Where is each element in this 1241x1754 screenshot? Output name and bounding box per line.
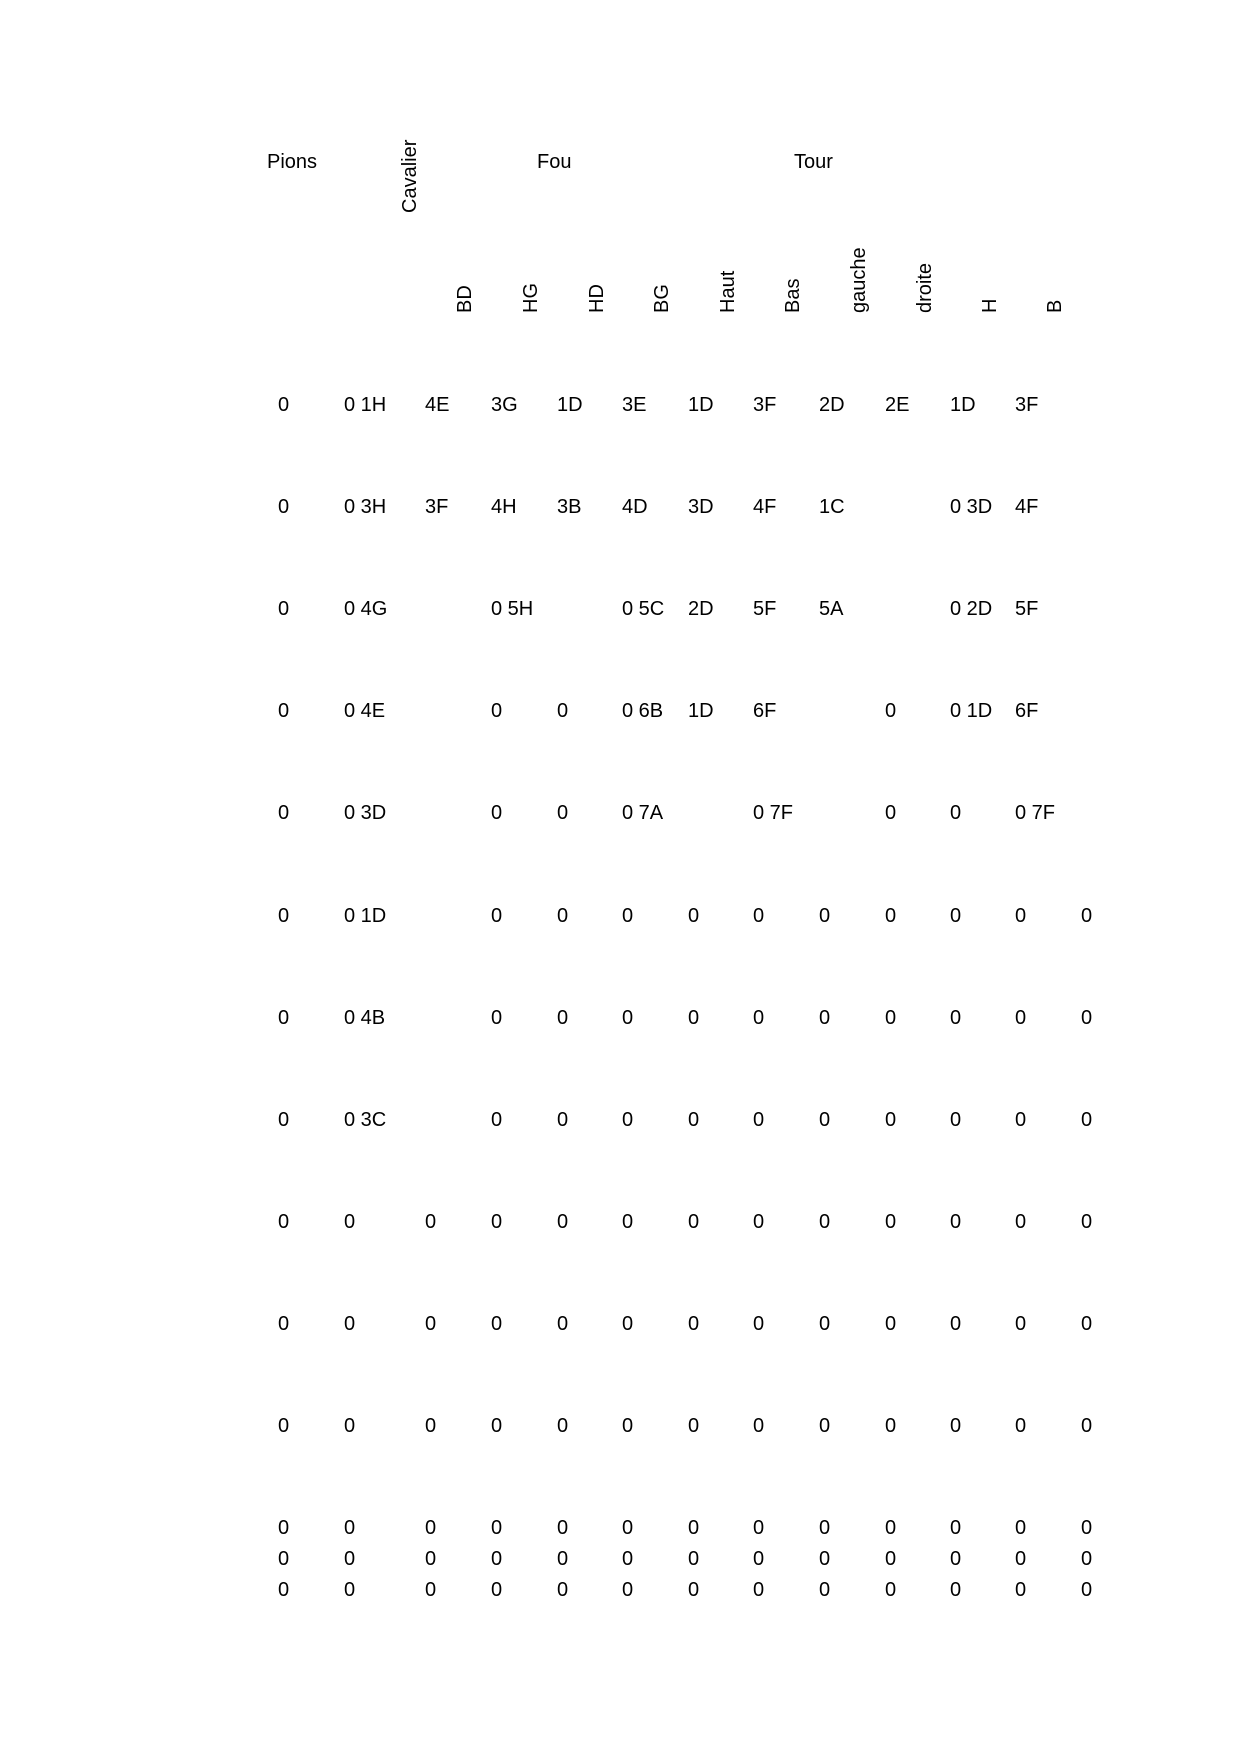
cell-r10-c10: 0 <box>885 1313 897 1335</box>
cell-r12-c2: 0 <box>344 1517 356 1539</box>
cell-r8-c5: 0 <box>557 1109 569 1131</box>
cell-r6-c5: 0 <box>557 905 569 927</box>
cell-r8-c4: 0 <box>491 1109 503 1131</box>
cell-r14-c13: 0 <box>1081 1579 1093 1601</box>
cell-r7-c1: 0 <box>278 1007 290 1029</box>
cell-r10-c5: 0 <box>557 1313 569 1335</box>
cell-r6-c4: 0 <box>491 905 503 927</box>
subheader-droite: droite <box>914 262 936 313</box>
cell-r14-c8: 0 <box>753 1579 765 1601</box>
cell-r1-c12: 3F <box>1015 394 1039 416</box>
cell-r4-c1: 0 <box>278 700 290 722</box>
cell-r2-c11: 0 3D <box>950 496 993 518</box>
cell-r7-c12: 0 <box>1015 1007 1027 1029</box>
cell-r9-c8: 0 <box>753 1211 765 1233</box>
cell-r11-c6: 0 <box>622 1415 634 1437</box>
cell-r5-c4: 0 <box>491 802 503 824</box>
cell-r3-c11: 0 2D <box>950 598 993 620</box>
cell-r8-c6: 0 <box>622 1109 634 1131</box>
cell-r4-c2: 0 4E <box>344 700 386 722</box>
cell-r12-c5: 0 <box>557 1517 569 1539</box>
subheader-b: B <box>1044 299 1066 313</box>
cell-r12-c7: 0 <box>688 1517 700 1539</box>
cell-r13-c7: 0 <box>688 1548 700 1570</box>
cell-r13-c8: 0 <box>753 1548 765 1570</box>
cell-r12-c9: 0 <box>819 1517 831 1539</box>
cell-r12-c4: 0 <box>491 1517 503 1539</box>
cell-r8-c2: 0 3C <box>344 1109 387 1131</box>
cell-r11-c8: 0 <box>753 1415 765 1437</box>
cell-r11-c11: 0 <box>950 1415 962 1437</box>
cell-r13-c12: 0 <box>1015 1548 1027 1570</box>
cell-r4-c4: 0 <box>491 700 503 722</box>
cell-r2-c8: 4F <box>753 496 777 518</box>
cell-r12-c11: 0 <box>950 1517 962 1539</box>
cell-r6-c7: 0 <box>688 905 700 927</box>
cell-r4-c6: 0 6B <box>622 700 664 722</box>
cell-r6-c6: 0 <box>622 905 634 927</box>
cell-r1-c2: 0 1H <box>344 394 387 416</box>
cell-r8-c11: 0 <box>950 1109 962 1131</box>
cell-r4-c8: 6F <box>753 700 777 722</box>
cell-r11-c4: 0 <box>491 1415 503 1437</box>
cell-r10-c11: 0 <box>950 1313 962 1335</box>
cell-r14-c12: 0 <box>1015 1579 1027 1601</box>
cell-r5-c8: 0 7F <box>753 802 794 824</box>
subheader-h: H <box>979 298 1001 313</box>
cell-r12-c8: 0 <box>753 1517 765 1539</box>
cell-r5-c1: 0 <box>278 802 290 824</box>
cell-r13-c9: 0 <box>819 1548 831 1570</box>
cell-r14-c4: 0 <box>491 1579 503 1601</box>
cell-r12-c6: 0 <box>622 1517 634 1539</box>
cell-r2-c9: 1C <box>819 496 845 518</box>
cell-r2-c2: 0 3H <box>344 496 387 518</box>
cell-r7-c5: 0 <box>557 1007 569 1029</box>
cell-r9-c11: 0 <box>950 1211 962 1233</box>
cell-r13-c6: 0 <box>622 1548 634 1570</box>
cell-r14-c10: 0 <box>885 1579 897 1601</box>
cell-r14-c7: 0 <box>688 1579 700 1601</box>
cell-r9-c2: 0 <box>344 1211 356 1233</box>
cell-r10-c12: 0 <box>1015 1313 1027 1335</box>
header-pions: Pions <box>267 151 318 173</box>
cell-r13-c2: 0 <box>344 1548 356 1570</box>
cell-r14-c6: 0 <box>622 1579 634 1601</box>
cell-r8-c9: 0 <box>819 1109 831 1131</box>
cell-r11-c2: 0 <box>344 1415 356 1437</box>
cell-r8-c13: 0 <box>1081 1109 1093 1131</box>
cell-r14-c11: 0 <box>950 1579 962 1601</box>
cell-r6-c8: 0 <box>753 905 765 927</box>
cell-r6-c10: 0 <box>885 905 897 927</box>
cell-r11-c13: 0 <box>1081 1415 1093 1437</box>
cell-r11-c9: 0 <box>819 1415 831 1437</box>
cell-r3-c2: 0 4G <box>344 598 388 620</box>
cell-r13-c1: 0 <box>278 1548 290 1570</box>
cell-r8-c12: 0 <box>1015 1109 1027 1131</box>
cell-r6-c1: 0 <box>278 905 290 927</box>
cell-r9-c4: 0 <box>491 1211 503 1233</box>
cell-r1-c1: 0 <box>278 394 290 416</box>
cell-r7-c2: 0 4B <box>344 1007 386 1029</box>
cell-r5-c5: 0 <box>557 802 569 824</box>
cell-r3-c4: 0 5H <box>491 598 534 620</box>
cell-r1-c11: 1D <box>950 394 976 416</box>
subheader-bd: BD <box>454 285 476 313</box>
cell-r10-c3: 0 <box>425 1313 437 1335</box>
cell-r3-c1: 0 <box>278 598 290 620</box>
cell-r8-c8: 0 <box>753 1109 765 1131</box>
cell-r3-c12: 5F <box>1015 598 1039 620</box>
cell-r10-c13: 0 <box>1081 1313 1093 1335</box>
cell-r1-c7: 1D <box>688 394 714 416</box>
cell-r4-c12: 6F <box>1015 700 1039 722</box>
cell-r10-c2: 0 <box>344 1313 356 1335</box>
cell-r9-c5: 0 <box>557 1211 569 1233</box>
cell-r10-c4: 0 <box>491 1313 503 1335</box>
cell-r7-c8: 0 <box>753 1007 765 1029</box>
cell-r11-c3: 0 <box>425 1415 437 1437</box>
subheader-bas: Bas <box>782 278 804 313</box>
cell-r3-c9: 5A <box>819 598 844 620</box>
cell-r9-c3: 0 <box>425 1211 437 1233</box>
cell-r12-c1: 0 <box>278 1517 290 1539</box>
cell-r7-c13: 0 <box>1081 1007 1093 1029</box>
cell-r10-c7: 0 <box>688 1313 700 1335</box>
cell-r12-c3: 0 <box>425 1517 437 1539</box>
cell-r11-c7: 0 <box>688 1415 700 1437</box>
cell-r6-c11: 0 <box>950 905 962 927</box>
cell-r2-c12: 4F <box>1015 496 1039 518</box>
cell-r12-c13: 0 <box>1081 1517 1093 1539</box>
cell-r14-c3: 0 <box>425 1579 437 1601</box>
cell-r7-c7: 0 <box>688 1007 700 1029</box>
subheader-gauche: gauche <box>848 247 870 313</box>
cell-r2-c6: 4D <box>622 496 648 518</box>
cell-r12-c12: 0 <box>1015 1517 1027 1539</box>
cell-r2-c5: 3B <box>557 496 582 518</box>
cell-r10-c6: 0 <box>622 1313 634 1335</box>
cell-r7-c11: 0 <box>950 1007 962 1029</box>
cell-r8-c10: 0 <box>885 1109 897 1131</box>
cell-r1-c3: 4E <box>425 394 450 416</box>
cell-r9-c1: 0 <box>278 1211 290 1233</box>
cell-r9-c9: 0 <box>819 1211 831 1233</box>
cell-r9-c13: 0 <box>1081 1211 1093 1233</box>
cell-r7-c10: 0 <box>885 1007 897 1029</box>
cell-r8-c7: 0 <box>688 1109 700 1131</box>
cell-r2-c1: 0 <box>278 496 290 518</box>
cell-r5-c12: 0 7F <box>1015 802 1056 824</box>
cell-r6-c2: 0 1D <box>344 905 387 927</box>
cell-r6-c13: 0 <box>1081 905 1093 927</box>
cell-r7-c9: 0 <box>819 1007 831 1029</box>
cell-r13-c10: 0 <box>885 1548 897 1570</box>
cell-r14-c5: 0 <box>557 1579 569 1601</box>
subheader-bg: BG <box>651 284 673 313</box>
cell-r13-c5: 0 <box>557 1548 569 1570</box>
cell-r1-c4: 3G <box>491 394 518 416</box>
cell-r11-c5: 0 <box>557 1415 569 1437</box>
cell-r14-c1: 0 <box>278 1579 290 1601</box>
cell-r1-c6: 3E <box>622 394 647 416</box>
cell-r1-c8: 3F <box>753 394 777 416</box>
cell-r2-c7: 3D <box>688 496 714 518</box>
cell-r4-c5: 0 <box>557 700 569 722</box>
cell-r8-c1: 0 <box>278 1109 290 1131</box>
cell-r2-c3: 3F <box>425 496 449 518</box>
cell-r10-c9: 0 <box>819 1313 831 1335</box>
cell-r7-c4: 0 <box>491 1007 503 1029</box>
cell-r9-c12: 0 <box>1015 1211 1027 1233</box>
cell-r7-c6: 0 <box>622 1007 634 1029</box>
cell-r3-c6: 0 5C <box>622 598 665 620</box>
cell-r14-c2: 0 <box>344 1579 356 1601</box>
cell-r9-c6: 0 <box>622 1211 634 1233</box>
cell-r13-c13: 0 <box>1081 1548 1093 1570</box>
cell-r14-c9: 0 <box>819 1579 831 1601</box>
cell-r3-c7: 2D <box>688 598 714 620</box>
cell-r4-c11: 0 1D <box>950 700 993 722</box>
cell-r3-c8: 5F <box>753 598 777 620</box>
cell-r4-c7: 1D <box>688 700 714 722</box>
cell-r13-c4: 0 <box>491 1548 503 1570</box>
cell-r4-c10: 0 <box>885 700 897 722</box>
header-fou: Fou <box>537 151 572 173</box>
cell-r6-c9: 0 <box>819 905 831 927</box>
cell-r9-c7: 0 <box>688 1211 700 1233</box>
cell-r12-c10: 0 <box>885 1517 897 1539</box>
subheader-hg: HG <box>520 283 542 313</box>
cell-r11-c10: 0 <box>885 1415 897 1437</box>
cell-r2-c4: 4H <box>491 496 517 518</box>
cell-r1-c10: 2E <box>885 394 910 416</box>
header-cavalier: Cavalier <box>399 139 421 213</box>
cell-r5-c10: 0 <box>885 802 897 824</box>
cell-r10-c1: 0 <box>278 1313 290 1335</box>
cell-r13-c3: 0 <box>425 1548 437 1570</box>
cell-r10-c8: 0 <box>753 1313 765 1335</box>
cell-r5-c11: 0 <box>950 802 962 824</box>
cell-r1-c9: 2D <box>819 394 845 416</box>
header-tour: Tour <box>794 151 833 173</box>
cell-r9-c10: 0 <box>885 1211 897 1233</box>
cell-r6-c12: 0 <box>1015 905 1027 927</box>
cell-r5-c2: 0 3D <box>344 802 387 824</box>
cell-r1-c5: 1D <box>557 394 583 416</box>
cell-r5-c6: 0 7A <box>622 802 664 824</box>
subheader-hd: HD <box>586 284 608 313</box>
cell-r11-c1: 0 <box>278 1415 290 1437</box>
subheader-haut: Haut <box>717 270 739 313</box>
cell-r13-c11: 0 <box>950 1548 962 1570</box>
cell-r11-c12: 0 <box>1015 1415 1027 1437</box>
